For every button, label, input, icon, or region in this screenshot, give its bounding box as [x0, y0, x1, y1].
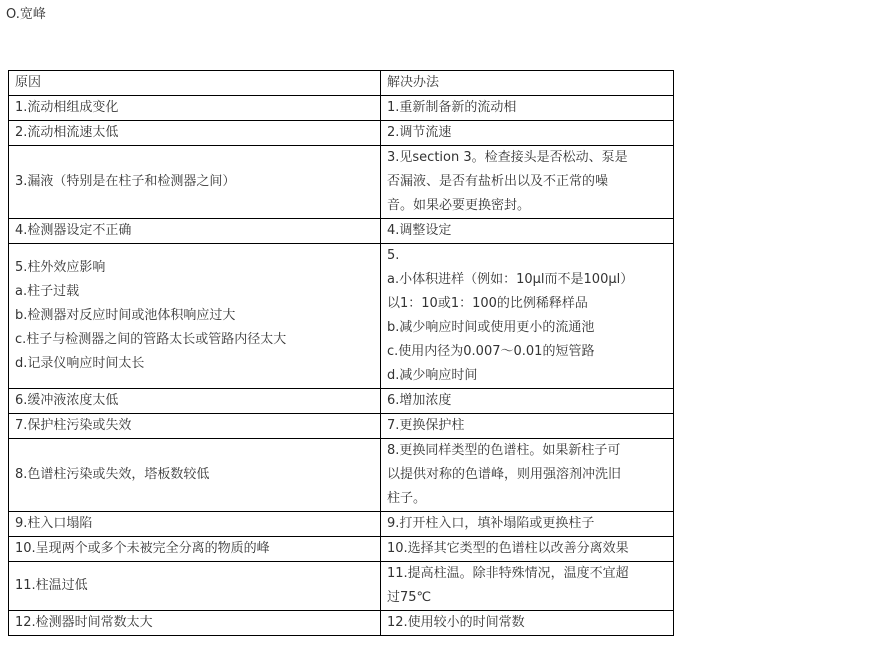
solution-line: a.小体积进样（例如：10μl而不是100μl） [387, 272, 634, 287]
cause-line: 9.柱入口塌陷 [15, 516, 93, 531]
cause-line: 4.检测器设定不正确 [15, 223, 132, 238]
cause-line: 11.柱温过低 [15, 578, 88, 593]
cause-line: 6.缓冲液浓度太低 [15, 393, 119, 408]
cause-line: 8.色谱柱污染或失效，塔板数较低 [15, 467, 210, 482]
table-row [9, 512, 674, 537]
cause-line: b.检测器对反应时间或池体积响应过大 [15, 308, 236, 323]
table-row [9, 389, 674, 414]
solution-line: 4.调整设定 [387, 223, 452, 238]
solution-line: 3.见section 3。检查接头是否松动、泵是 [387, 150, 628, 165]
table-row [9, 537, 674, 562]
cause-cell [9, 512, 381, 537]
table-row [9, 121, 674, 146]
cause-cell [9, 146, 381, 219]
solution-line: 8.更换同样类型的色谱柱。如果新柱子可 [387, 443, 621, 458]
solution-line: 以1：10或1：100的比例稀释样品 [387, 296, 588, 311]
solution-cell [381, 121, 674, 146]
solution-cell [381, 512, 674, 537]
solution-line: b.减少响应时间或使用更小的流通池 [387, 320, 595, 335]
solution-line: 9.打开柱入口，填补塌陷或更换柱子 [387, 516, 595, 531]
cause-line: d.记录仪响应时间太长 [15, 356, 145, 371]
cause-line: c.柱子与检测器之间的管路太长或管路内径太大 [15, 332, 287, 347]
solution-cell [381, 611, 674, 636]
cause-cell [9, 537, 381, 562]
cause-cell [9, 244, 381, 389]
solution-line: 1.重新制备新的流动相 [387, 100, 517, 115]
table-row [9, 439, 674, 512]
solution-line: 7.更换保护柱 [387, 418, 465, 433]
solution-cell [381, 537, 674, 562]
column-header-cause: 原因 [9, 71, 381, 96]
solution-cell [381, 562, 674, 611]
solution-line: 以提供对称的色谱峰，则用强溶剂冲洗旧 [387, 467, 622, 482]
cause-line: 3.漏液（特别是在柱子和检测器之间） [15, 174, 236, 189]
cause-line: 7.保护柱污染或失效 [15, 418, 132, 433]
solution-cell [381, 244, 674, 389]
solution-line: 10.选择其它类型的色谱柱以改善分离效果 [387, 541, 629, 556]
solution-line: 柱子。 [387, 491, 427, 506]
table-header-row [9, 71, 674, 96]
solution-line: 6.增加浓度 [387, 393, 452, 408]
cause-cell [9, 121, 381, 146]
solution-cell [381, 389, 674, 414]
table-row [9, 244, 674, 389]
solution-line: 5. [387, 248, 400, 263]
solution-line: 过75℃ [387, 590, 432, 605]
solution-line: 12.使用较小的时间常数 [387, 615, 525, 630]
solution-cell [381, 146, 674, 219]
table-row [9, 611, 674, 636]
section-heading: O.宽峰 [6, 7, 46, 22]
table-row [9, 219, 674, 244]
table-row [9, 414, 674, 439]
column-header-solution: 解决办法 [381, 71, 674, 96]
solution-cell [381, 219, 674, 244]
cause-line: 2.流动相流速太低 [15, 125, 119, 140]
solution-cell [381, 96, 674, 121]
cause-line: 5.柱外效应影响 [15, 260, 106, 275]
cause-cell [9, 389, 381, 414]
solution-line: 2.调节流速 [387, 125, 452, 140]
cause-cell [9, 219, 381, 244]
solution-line: 11.提高柱温。除非特殊情况，温度不宜超 [387, 566, 629, 581]
cause-cell [9, 611, 381, 636]
cause-cell [9, 96, 381, 121]
cause-line: 12.检测器时间常数太大 [15, 615, 153, 630]
solution-line: 否漏液、是否有盐析出以及不正常的噪 [387, 174, 609, 189]
cause-line: a.柱子过载 [15, 284, 80, 299]
table-row [9, 96, 674, 121]
cause-line: 10.呈现两个或多个未被完全分离的物质的峰 [15, 541, 270, 556]
cause-cell [9, 439, 381, 512]
solution-cell [381, 439, 674, 512]
table-row [9, 562, 674, 611]
solution-line: 音。如果必要更换密封。 [387, 198, 531, 213]
solution-cell [381, 414, 674, 439]
cause-line: 1.流动相组成变化 [15, 100, 119, 115]
cause-cell [9, 414, 381, 439]
table-row [9, 146, 674, 219]
troubleshooting-table [8, 70, 674, 636]
solution-line: d.减少响应时间 [387, 368, 478, 383]
cause-cell [9, 562, 381, 611]
solution-line: c.使用内径为0.007～0.01的短管路 [387, 344, 595, 359]
